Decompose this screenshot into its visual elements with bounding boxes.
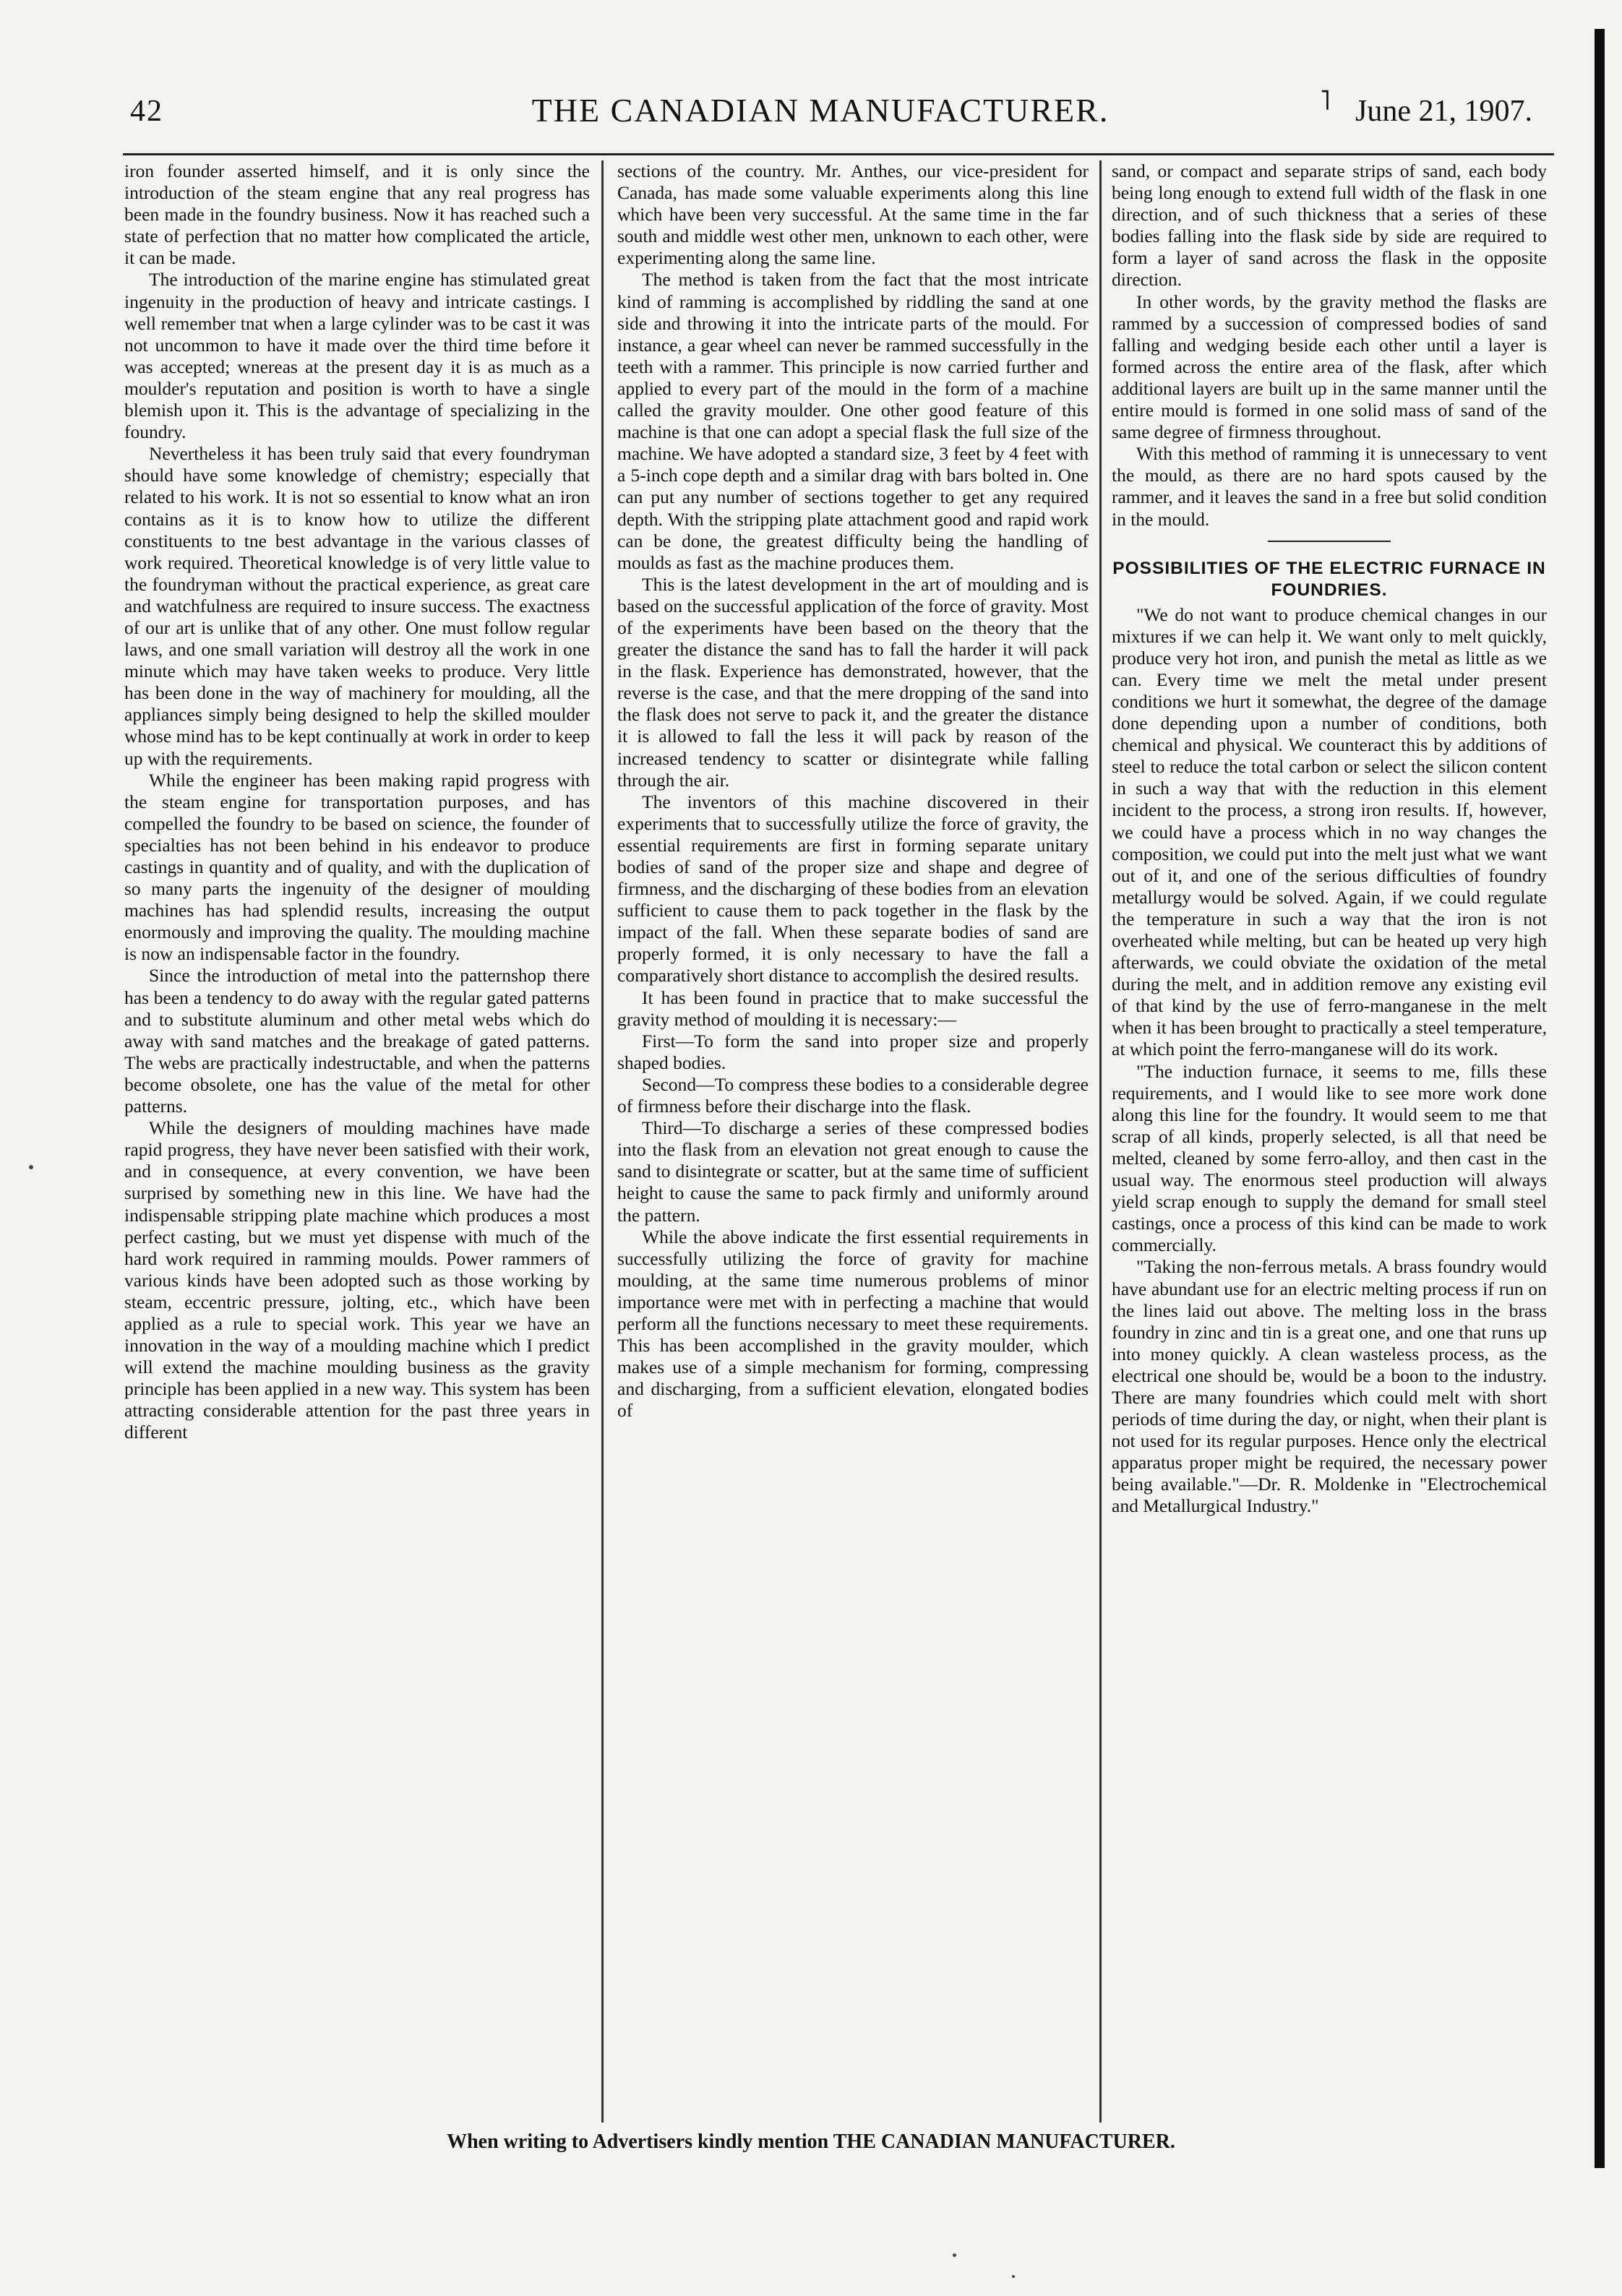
paragraph: iron founder asserted himself, and it is only since the introduction of the steam engine that any real progress has been made in the foundry business. Now it has reached such a state of perfection that no matter how complicated the article, it can be made. [124, 160, 590, 269]
issue-date: June 21, 1907. [1355, 95, 1532, 128]
paragraph: "Taking the non-ferrous metals. A brass foundry would have abundant use for an electric melting process if run on the lines laid out above. The melting loss in the brass foundry in zinc and tin is a great one, and one that runs up into money quickly. A clean wasteless process, as the electrical one should be, would be a boon to the industry. There are many foundries which could melt with short periods of time during the day, or night, when their plant is not used for its regular purposes. Hence only the electrical apparatus proper might be required, the necessary power being available."—Dr. R. Moldenke in "Electrochemical and Metallurgical Industry." [1112, 1256, 1547, 1517]
paragraph: sand, or compact and separate strips of sand, each body being long enough to extend full width of the flask in one direction, and of such thickness that a series of these bodies falling into the flask side by side are required to form a layer of sand across the flask in the opposite direction. [1112, 160, 1547, 291]
scan-speck [1012, 2275, 1015, 2278]
section-heading: POSSIBILITIES OF THE ELECTRIC FURNACE IN FOUNDRIES. [1112, 558, 1546, 600]
paragraph: The inventors of this machine discovered in their experiments that to successfully utilize the force of gravity, the essential requirements are first in forming separate unitary bodies of sand of the proper size and shape and degree of firmness, and the discharging of these bodies from an elevation sufficient to cause them to pack together in the flask by the impact of the fall. When these separate bodies of sand are properly formed, it is only necessary to have the fall a comparatively short distance to accomplish the desired results. [617, 791, 1089, 986]
scan-speck [953, 2253, 956, 2257]
paragraph: Third—To discharge a series of these compressed bodies into the flask from an elevation not great enough to cause the sand to disintegrate or scatter, but at the same time of sufficient height to cause the same to pack firmly and uniformly around the pattern. [617, 1117, 1089, 1226]
paragraph: First—To form the sand into proper size and properly shaped bodies. [617, 1030, 1089, 1073]
column-divider [601, 160, 604, 2123]
paragraph: It has been found in practice that to make successful the gravity method of moulding it is necessary:— [617, 986, 1089, 1030]
column-divider [1099, 160, 1102, 2123]
scan-speck [29, 1165, 33, 1169]
paragraph: While the designers of moulding machines have made rapid progress, they have never been satisfied with their work, and in consequence, at every convention, we have been surprised by something new in this line. We have had the indispensable stripping plate machine which produces a most perfect casting, but we must yet dispense with much of the hard work required in ramming moulds. Power rammers of various kinds have been adopted such as those working by steam, eccentric pressure, jolting, etc., which have been applied as a rule to special work. This year we have an innovation in the way of a moulding machine which I predict will extend the machine moulding business as the gravity principle has been applied in a new way. This system has been attracting considerable attention for the past three years in different [124, 1117, 590, 1443]
page-header [108, 85, 1532, 143]
paragraph: While the engineer has been making rapid progress with the steam engine for transportation purposes, and has compelled the foundry to be based on science, the founder of specialties has not been behind in his endeavor to produce castings in quantity and of quality, and with the duplication of so many parts the ingenuity of the designer of moulding machines has had splendid results, increasing the output enormously and improving the quality. The moulding machine is now an indispensable factor in the foundry. [124, 769, 590, 965]
paragraph: Second—To compress these bodies to a considerable degree of firmness before their discharge into the flask. [617, 1073, 1089, 1117]
article-body [1112, 604, 1547, 1518]
paragraph: "The induction furnace, it seems to me, fills these requirements, and I would like to see more work done along this line for the foundry. It would seem to me that scrap of all kinds, properly selected, is all that need be melted, cleaned by some ferro-alloy, and then cast in the usual way. The enormous steel production will always yield scrap enough to supply the demand for small steel castings, once a process of this kind can be made to work commercially. [1112, 1060, 1547, 1256]
header-rule [123, 153, 1554, 155]
paragraph: Nevertheless it has been truly said that every foundryman should have some knowledge of chemistry; especially that related to his work. It is not so essential to know what an iron contains as it is to know how to utilize the different constituents to tne best advantage in the various classes of work required. Theoretical knowledge is of very little value to the foundryman without the practical experience, as great care and watchfulness are required to insure success. The exactness of our art is unlike that of any other. One must follow regular laws, and one small variation will destroy all the work in one minute which may have taken weeks to produce. Very little has been done in the way of machinery for moulding, all the appliances simply being designed to help the skilled moulder whose mind has to be kept continually at work in order to keep up with the requirements. [124, 443, 590, 769]
paragraph: sections of the country. Mr. Anthes, our vice-president for Canada, has made some valuable experiments along this line which have been very successful. At the same time in the far south and middle west other men, unknown to each other, were experimenting along the same line. [617, 160, 1089, 269]
paragraph: This is the latest development in the art of moulding and is based on the successful application of the force of gravity. Most of the experiments have been based on the theory that the greater the distance the sand has to fall the harder it will pack in the flask. Experience has demonstrated, however, that the reverse is the case, and that the mere dropping of the sand into the flask does not serve to pack it, and the greater the distance it is allowed to fall the less it will pack by reason of the increased tendency to scatter or disintegrate while falling through the air. [617, 573, 1089, 791]
paragraph: "We do not want to produce chemical changes in our mixtures if we can help it. We want only to melt quickly, produce very hot iron, and punish the metal as little as we can. Every time we melt the metal under present conditions we hurt it somewhat, the degree of the damage done depending upon a number of conditions, both chemical and physical. We counteract this by additions of steel to reduce the total carbon or select the silicon content in such a way that with the reduction in this element incident to the process, a strong iron results. If, however, we could have a process which in no way changes the composition, we could put into the melt just what we want out of it, and one of the serious difficulties of foundry metallurgy would be solved. Again, if we could regulate the temperature in such a way that the iron is not overheated while melting, but can be heated up very high afterwards, we could obviate the oxidation of the metal during the melt, and in addition remove any existing evil of that kind by the use of ferro-manganese in the melt when it has been brought to practically a steel temperature, at which point the ferro-manganese will do its work. [1112, 603, 1547, 1060]
footer-notice: When writing to Advertisers kindly mention THE CANADIAN MANUFACTURER. [447, 2131, 1175, 2153]
scan-edge-bar [1595, 29, 1605, 2168]
paragraph: While the above indicate the first essential requirements in successfully utilizing the force of gravity for machine moulding, at the same time numerous problems of minor importance were met with in perfecting a machine that would perform all the functions necessary to meet these requirements. This has been accomplished in the gravity moulder, which makes use of a simple mechanism for forming, compressing and discharging, from a sufficient elevation, elongated bodies of [617, 1226, 1089, 1422]
paragraph: In other words, by the gravity method the flasks are rammed by a succession of compressed bodies of sand falling and wedging beside each other until a layer is formed across the entire area of the flask, after which additional layers are built up in the same manner until the entire mould is formed in one solid mass of sand of the same degree of firmness throughout. [1112, 291, 1547, 443]
article-column-1 [124, 160, 590, 2123]
print-mark: ˥ [1320, 86, 1331, 116]
page-number: 42 [130, 95, 163, 128]
paragraph: The method is taken from the fact that the most intricate kind of ramming is accomplished by riddling the sand at one side and throwing it into the intricate parts of the mould. For instance, a gear wheel can never be rammed successfully in the teeth with a rammer. This principle is now carried further and applied to every part of the mould in the form of a machine called the gravity moulder. One other good feature of this machine is that one can adopt a special flask the full size of the machine. We have adopted a standard size, 3 feet by 4 feet with a 5-inch cope depth and a similar drag with bars bolted in. One can put any number of sections together to get any required depth. With the stripping plate attachment good and rapid work can be done, the greatest difficulty being the handling of moulds as fast as the machine produces them. [617, 269, 1089, 573]
paragraph: With this method of ramming it is unnecessary to vent the mould, as there are no hard spots caused by the rammer, and it leaves the sand in a free but solid condition in the mould. [1112, 443, 1547, 530]
article-column-3 [1112, 160, 1547, 2123]
paragraph: The introduction of the marine engine has stimulated great ingenuity in the production of heavy and intricate castings. I well remember tnat when a large cylinder was to be cast it was not uncommon to have it made over the third time before it was accepted; wnereas at the present day it is as much as a moulder's reputation and position is worth to have a single blemish upon it. This is the advantage of specializing in the foundry. [124, 269, 590, 443]
article-column-2 [617, 160, 1089, 2123]
section-divider [1268, 541, 1391, 542]
publication-title: THE CANADIAN MANUFACTURER. [531, 92, 1110, 129]
article-continuation [1112, 160, 1547, 530]
paragraph: Since the introduction of metal into the patternshop there has been a tendency to do away with the regular gated patterns and to substitute aluminum and other metal webs which do away with sand matches and the breakage of gated patterns. The webs are practically indestructable, and when the patterns become obsolete, one has the value of the metal for other patterns. [124, 965, 590, 1117]
